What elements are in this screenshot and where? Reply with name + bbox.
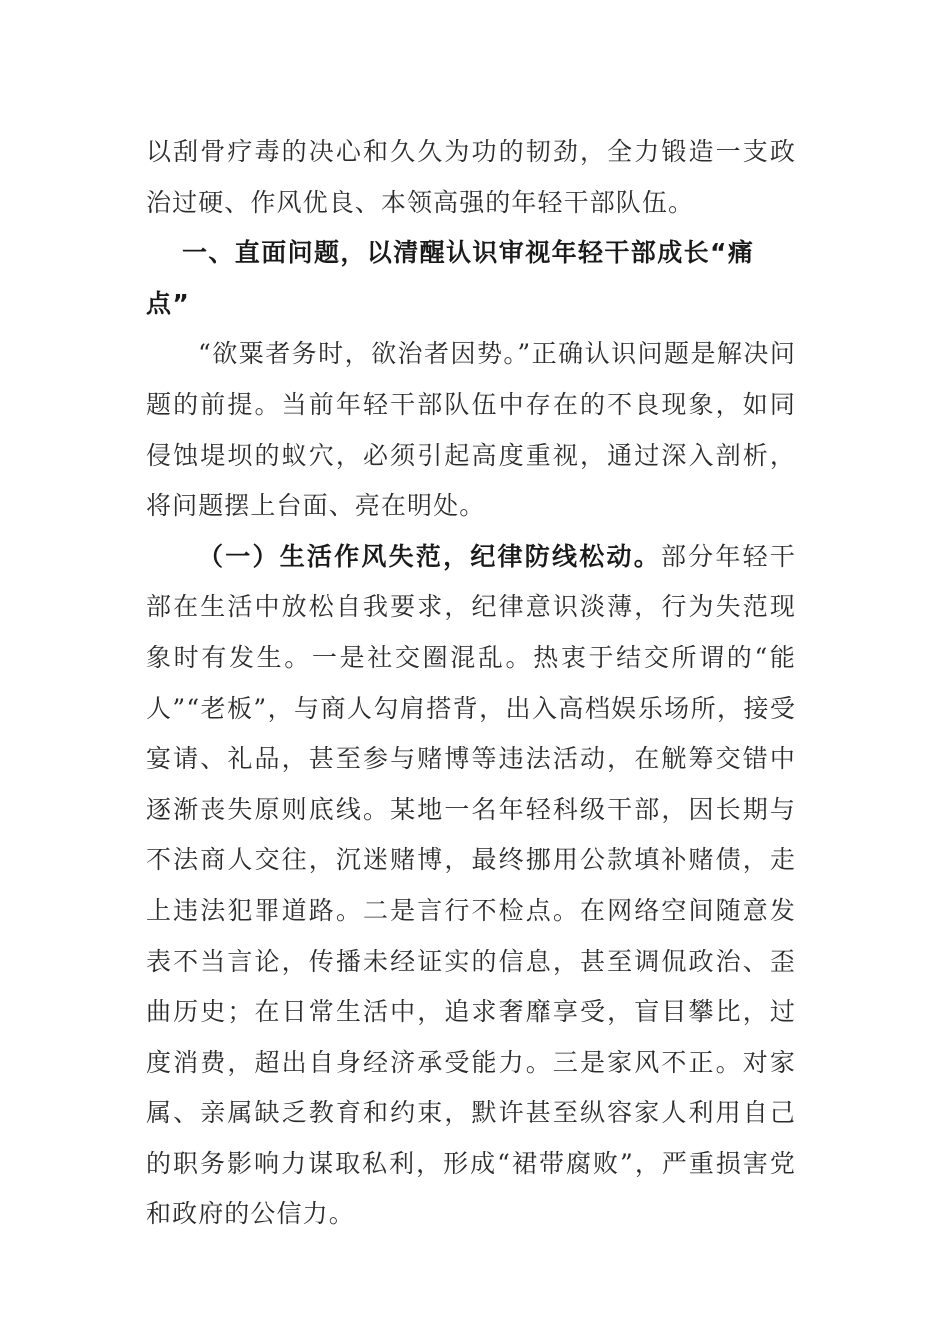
subsection-heading: （一）生活作风失范，纪律防线松动。 — [198, 541, 661, 571]
section-heading: 一、直面问题，以清醒认识审视年轻干部成长“痛点” — [146, 238, 755, 318]
intro-paragraph: 以刮骨疗毒的决心和久久为功的韧劲，全力锻造一支政治过硬、作风优良、本领高强的年轻干部队伍。 — [146, 137, 796, 217]
subsection-paragraph — [146, 532, 796, 1240]
document-body — [146, 127, 796, 1240]
subsection-body: 部分年轻干部在生活中放松自我要求，纪律意识淡薄，行为失范现象时有发生。一是社交圈混乱。热衷于结交所谓的“能人”“老板”，与商人勾肩搭背，出入高档娱乐场所，接受宴请、礼品，甚至参与赌博等违法活动，在觥筹交错中逐渐丧失原则底线。某地一名年轻科级干部，因长期与不法商人交往，沉迷赌博，最终挪用公款填补赌债，走上违法犯罪道路。二是言行不检点。在网络空间随意发表不当言论，传播未经证实的信息，甚至调侃政治、歪曲历史；在日常生活中，追求奢靡享受，盲目攀比，过度消费，超出自身经济承受能力。三是家风不正。对家属、亲属缺乏教育和约束，默许甚至纵容家人利用自己的职务影响力谋取私利，形成“裙带腐败”，严重损害党和政府的公信力。 — [146, 541, 796, 1229]
section-paragraph: “欲粟者务时，欲治者因势。”正确认识问题是解决问题的前提。当前年轻干部队伍中存在的不良现象，如同侵蚀堤坝的蚁穴，必须引起高度重视，通过深入剖析，将问题摆上台面、亮在明处。 — [146, 339, 796, 521]
